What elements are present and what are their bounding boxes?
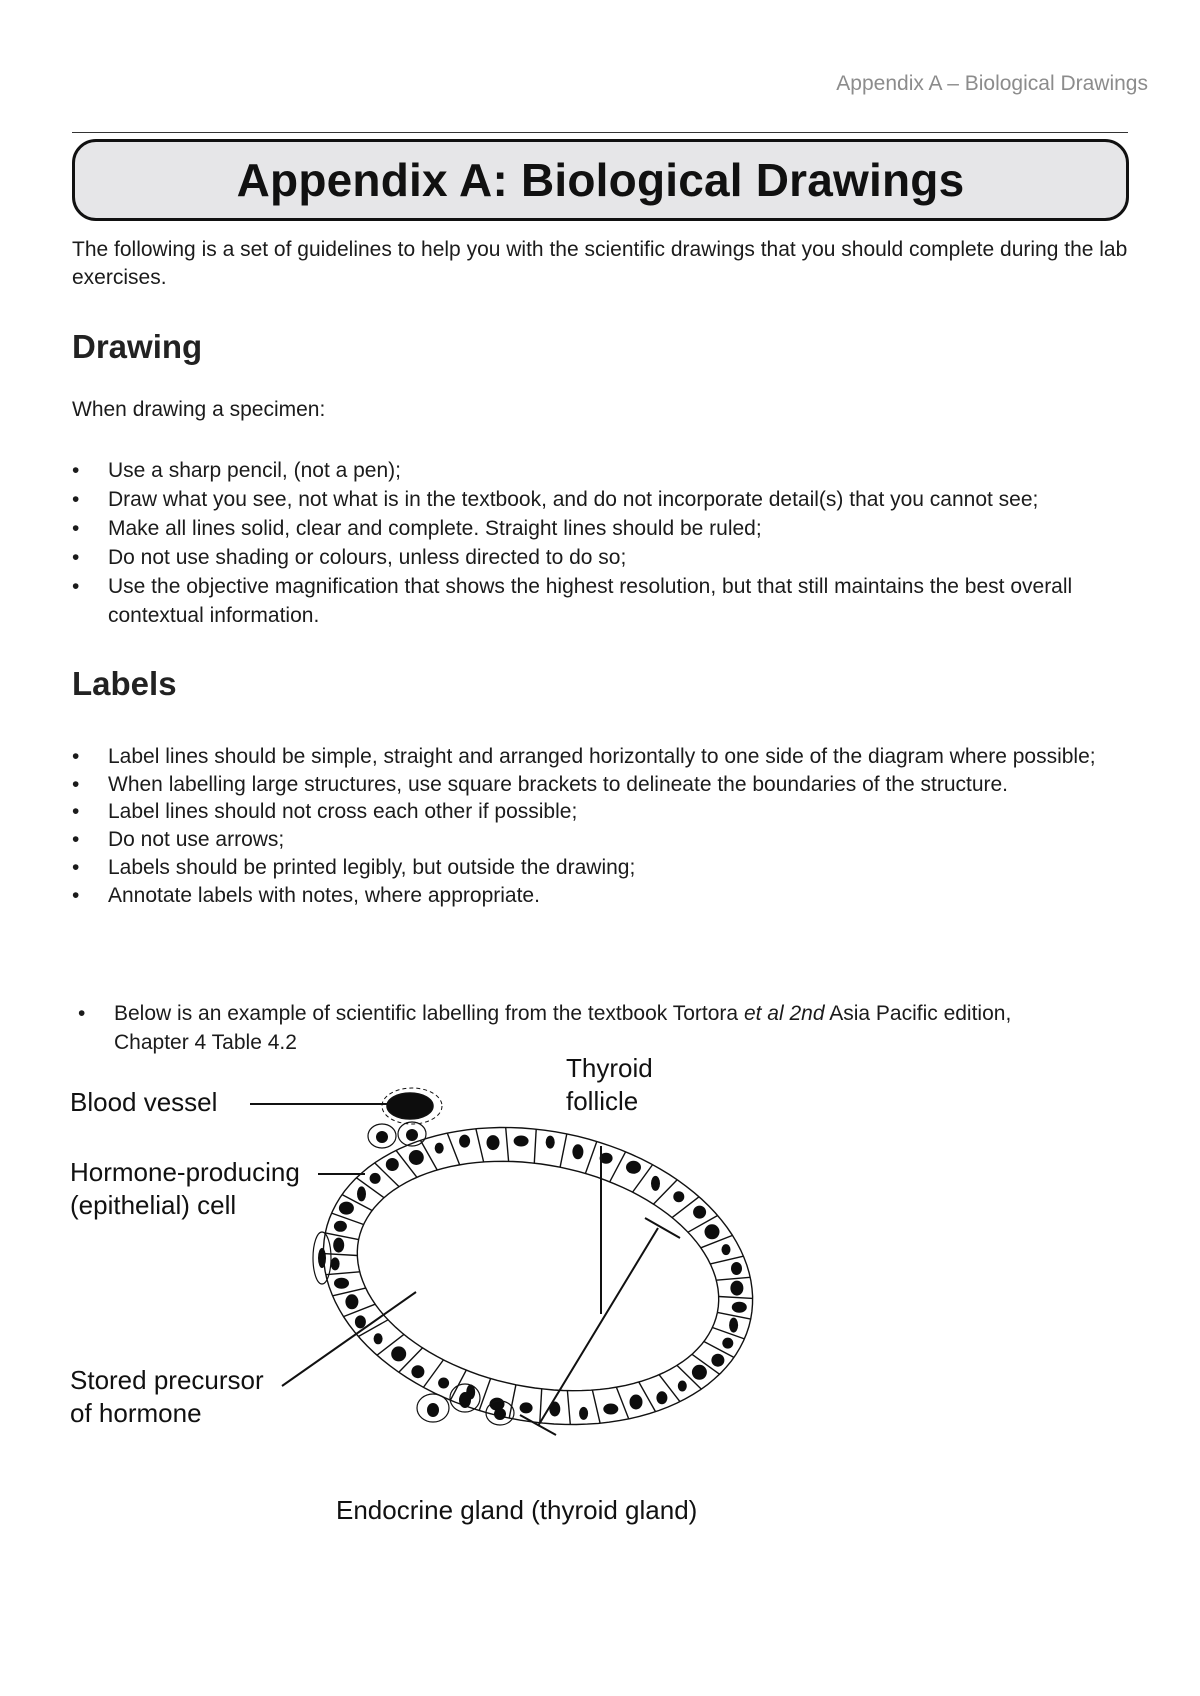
bullet-icon: •: [78, 1002, 86, 1025]
cell-boundary: [719, 1297, 753, 1299]
cell-boundary: [540, 1389, 542, 1423]
cell-nucleus: [333, 1238, 344, 1253]
cell-nucleus: [334, 1221, 347, 1232]
example-italic: et al 2nd: [743, 1002, 825, 1025]
cell-boundary: [534, 1129, 536, 1163]
list-item: [72, 882, 1142, 910]
cell-nucleus: [711, 1354, 724, 1367]
label-thyroid: Thyroid: [566, 1053, 653, 1083]
cell-boundary: [333, 1288, 366, 1296]
title-banner: [72, 139, 1129, 221]
bullet-icon: •: [72, 488, 80, 511]
cell-nucleus: [546, 1136, 555, 1149]
cell-boundary: [560, 1134, 567, 1167]
cell-nucleus: [656, 1391, 667, 1404]
list-item-text: Make all lines solid, clear and complete. Straight lines should be ruled;: [108, 517, 762, 540]
list-item: [72, 456, 1142, 485]
list-item-text: Use the objective magnification that shows the highest resolution, but that still maintains the best overall contextual information.: [108, 575, 1073, 627]
cell-nucleus: [603, 1404, 618, 1415]
cell-boundary: [509, 1385, 516, 1418]
cell-nucleus: [722, 1338, 733, 1349]
figure-caption: Endocrine gland (thyroid gland): [336, 1495, 698, 1525]
thyroid-follicle-bracket-top: [645, 1218, 680, 1238]
cell-nucleus: [705, 1224, 720, 1239]
cell-nucleus: [370, 1173, 381, 1184]
bullet-icon: •: [72, 575, 80, 598]
bullet-icon: •: [72, 546, 80, 569]
cell-nucleus: [520, 1402, 533, 1413]
cell-nucleus: [514, 1136, 529, 1147]
extra-cell-nucleus: [406, 1129, 418, 1141]
bullet-icon: •: [72, 855, 80, 879]
extra-cell-nucleus: [427, 1403, 439, 1417]
label-blood-vessel: Blood vessel: [70, 1087, 218, 1117]
cell-nucleus: [732, 1302, 747, 1313]
cell-boundary: [506, 1128, 509, 1162]
follicle-ring: [323, 1128, 752, 1425]
cell-nucleus: [692, 1365, 707, 1380]
cell-nucleus: [331, 1257, 340, 1270]
cell-nucleus: [334, 1278, 349, 1289]
intro-paragraph: The following is a set of guidelines to help you with the scientific drawings that you should complete during the lab exercises.: [72, 238, 1128, 289]
cell-nucleus: [730, 1281, 743, 1296]
cell-nucleus: [693, 1206, 706, 1219]
list-item-text: Draw what you see, not what is in the textbook, and do not incorporate detail(s) that you cannot see;: [108, 488, 1039, 511]
list-item-text: Do not use arrows;: [108, 828, 285, 852]
drawing-heading: Drawing: [72, 328, 203, 365]
cell-nucleus: [345, 1294, 358, 1309]
label-of-hormone: of hormone: [70, 1398, 202, 1428]
cell-nucleus: [731, 1262, 742, 1275]
drawing-lead: When drawing a specimen:: [72, 398, 326, 421]
header-divider: [72, 132, 1128, 133]
list-item-text: Do not use shading or colours, unless directed to do so;: [108, 546, 627, 569]
cell-nucleus: [357, 1186, 366, 1201]
cell-boundary: [592, 1390, 600, 1423]
cell-nucleus: [487, 1135, 500, 1150]
cell-nucleus: [438, 1378, 449, 1389]
cell-boundary: [716, 1277, 750, 1280]
list-item: [72, 514, 1142, 543]
bullet-icon: •: [72, 772, 80, 796]
follicle-nuclei: [331, 1135, 747, 1420]
cell-nucleus: [355, 1315, 366, 1328]
cell-nucleus: [626, 1161, 641, 1174]
running-header: Appendix A – Biological Drawings: [836, 72, 1148, 95]
cell-nucleus: [339, 1202, 354, 1215]
cell-boundary: [447, 1133, 459, 1165]
cell-nucleus: [391, 1346, 406, 1361]
list-item: [72, 798, 1142, 826]
label-hormone-producing: Hormone-producing: [70, 1157, 300, 1187]
cell-nucleus: [374, 1333, 383, 1344]
list-item: [72, 543, 1142, 572]
cell-nucleus: [411, 1365, 424, 1378]
cell-boundary: [326, 1272, 360, 1275]
list-item: [72, 572, 1142, 630]
bullet-icon: •: [72, 517, 80, 540]
drawing-list: [72, 456, 1142, 630]
bullet-icon: •: [72, 828, 80, 852]
bullet-icon: •: [72, 745, 80, 768]
cell-nucleus: [409, 1150, 424, 1165]
bullet-icon: •: [72, 883, 80, 907]
label-stored-precursor: Stored precursor: [70, 1365, 264, 1395]
example-text-after: Asia Pacific edition, Chapter 4 Table 4.2: [114, 1002, 1012, 1054]
cell-nucleus: [678, 1381, 687, 1392]
thyroid-figure: [60, 1053, 760, 1538]
cell-boundary: [476, 1129, 484, 1162]
list-item-text: Label lines should be simple, straight and arranged horizontally to one side of the diagram where possible;: [108, 745, 1096, 768]
cell-nucleus: [386, 1158, 399, 1171]
extra-cell-nucleus: [459, 1392, 471, 1408]
example-list: [78, 999, 1018, 1057]
cell-nucleus: [630, 1395, 643, 1410]
list-item: [72, 485, 1142, 514]
example-text-before: Below is an example of scientific labelling from the textbook Tortora: [114, 1002, 744, 1025]
labels-heading: Labels: [72, 665, 177, 702]
page-title: Appendix A: Biological Drawings: [236, 154, 965, 206]
extra-cell-nucleus: [376, 1131, 388, 1143]
list-item-text: Use a sharp pencil, (not a pen);: [108, 459, 401, 482]
cell-nucleus: [651, 1176, 660, 1191]
cell-boundary: [616, 1387, 628, 1419]
cell-boundary: [567, 1391, 570, 1425]
cell-nucleus: [459, 1135, 470, 1148]
cell-boundary: [323, 1254, 357, 1256]
cell-nucleus: [729, 1318, 738, 1333]
cell-nucleus: [435, 1143, 444, 1154]
list-item-text: Labels should be printed legibly, but outside the drawing;: [108, 855, 636, 879]
bullet-icon: •: [72, 800, 80, 824]
cell-nucleus: [673, 1191, 684, 1202]
list-item-text: Label lines should not cross each other if possible;: [108, 800, 578, 824]
label-follicle: follicle: [566, 1086, 639, 1116]
list-item: [72, 854, 1142, 882]
list-item: [78, 999, 1018, 1057]
extra-cell-nucleus: [318, 1248, 326, 1268]
list-item: [72, 771, 1142, 799]
list-item-text: Annotate labels with notes, where appropriate.: [108, 883, 540, 907]
cell-nucleus: [572, 1144, 583, 1159]
blood-vessel-shape: [387, 1093, 433, 1119]
cell-nucleus: [579, 1407, 588, 1420]
cell-boundary: [639, 1382, 656, 1412]
bullet-icon: •: [72, 459, 80, 482]
list-item: [72, 743, 1142, 771]
cell-boundary: [585, 1142, 596, 1174]
follicle-inner-wall: [357, 1161, 718, 1390]
follicle-outer-wall: [323, 1128, 752, 1425]
cell-nucleus: [722, 1244, 731, 1255]
thyroid-follicle-bracket-bottom: [520, 1415, 556, 1435]
thyroid-follicle-drawing: [60, 1058, 760, 1538]
label-epithelial-cell: (epithelial) cell: [70, 1190, 237, 1220]
cell-boundary: [712, 1328, 744, 1339]
cell-boundary: [325, 1233, 358, 1240]
list-item-text: When labelling large structures, use square brackets to delineate the boundaries of the structure.: [108, 772, 1009, 796]
list-item: [72, 826, 1142, 854]
labels-list: [72, 743, 1142, 909]
extra-cell-nucleus: [494, 1408, 506, 1420]
